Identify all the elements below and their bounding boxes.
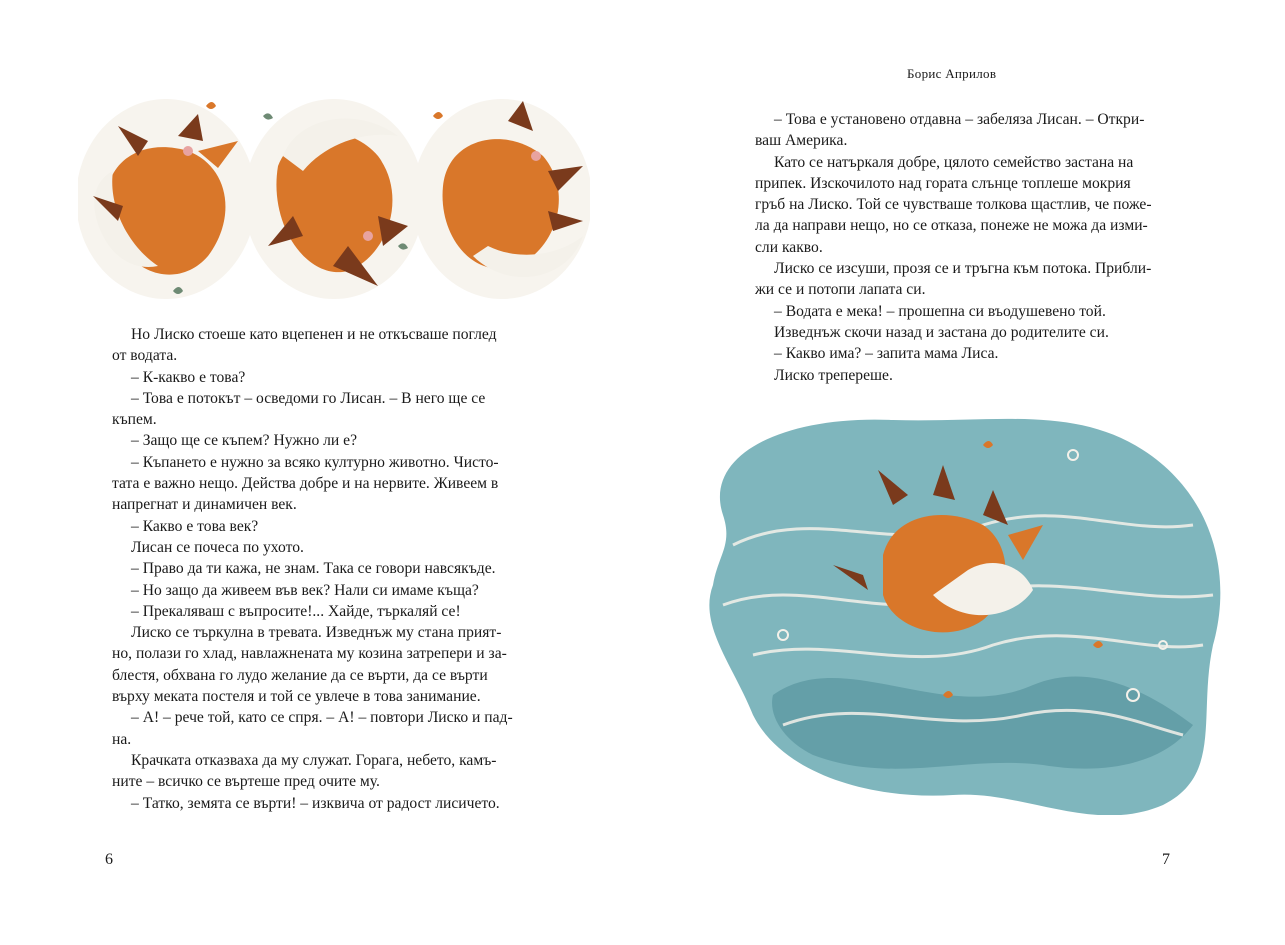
text-line: припек. Изскочилото над гората слънце топлеше мокрия — [755, 174, 1131, 192]
text-line: но, полази го хлад, навлажнената му козина затрепери и за- — [112, 645, 507, 663]
text-line: – Защо ще се къпем? Нужно ли е? — [131, 432, 358, 450]
right-page-text — [755, 109, 1171, 386]
text-line: от водата. — [112, 347, 178, 365]
text-line: Лиско трепереше. — [774, 366, 893, 384]
text-line: блестя, обхвана го лудо желание да се върти, да се върти — [112, 666, 488, 684]
text-line: ла да направи нещо, но се отказа, понеже не можа да изми- — [755, 217, 1148, 235]
text-line: – Водата е мека! – прошепна си въодушевено той. — [774, 302, 1106, 320]
text-line: Но Лиско стоеше като вцепенен и не откъсваше поглед — [131, 326, 497, 343]
page-number: 6 — [105, 851, 113, 868]
text-line: – Прекаляваш с въпросите!... Хайде, търкаляй се! — [131, 602, 461, 620]
text-line: гръб на Лиско. Той се чувстваше толкова щастлив, че поже- — [755, 196, 1152, 214]
text-line: сли какво. — [755, 238, 823, 256]
text-line: – К-какво е това? — [131, 368, 246, 386]
text-line: – А! – рече той, като се спря. – А! – повтори Лиско и пад- — [131, 709, 513, 727]
text-line: Лиско се търкулна в тревата. Изведнъж му стана прият- — [131, 624, 502, 642]
text-line: напрегнат и динамичен век. — [112, 496, 297, 514]
text-line: – Какво е това век? — [131, 517, 259, 535]
page-number: 7 — [1162, 851, 1170, 868]
text-line: – Това е потокът – осведоми го Лисан. – В него ще се — [131, 389, 486, 407]
text-line: тата е важно нещо. Действа добре и на нервите. Живеем в — [112, 475, 499, 493]
left-page — [0, 0, 642, 945]
text-line: на. — [112, 730, 132, 748]
running-head-author: Борис Априлов — [907, 66, 997, 81]
text-line: жи се и потопи лапата си. — [755, 281, 926, 299]
right-page — [643, 0, 1285, 945]
fox-in-stream-illustration — [693, 395, 1233, 815]
left-page-text — [112, 324, 548, 814]
text-line: ните – всичко се въртеше пред очите му. — [112, 773, 380, 791]
text-line: – Право да ти кажа, не знам. Така се говори навсякъде. — [131, 560, 496, 578]
text-line: къпем. — [112, 411, 157, 429]
fox-rolling-illustration — [78, 96, 590, 302]
text-line: – Това е установено отдавна – забеляза Лисан. – Откри- — [774, 111, 1145, 128]
text-line: Крачката отказваха да му служат. Горага, небето, камъ- — [131, 751, 497, 769]
text-line: Изведнъж скочи назад и застана до родителите си. — [774, 323, 1109, 341]
text-line: – Татко, земята се върти! – изквича от радост лисичето. — [131, 794, 500, 812]
text-line: – Къпането е нужно за всяко културно животно. Чисто- — [131, 453, 499, 471]
text-line: Лиско се изсуши, прозя се и тръгна към потока. Прибли- — [774, 260, 1152, 278]
text-line: ваш Америка. — [755, 132, 848, 150]
text-line: върху меката постеля и той се увлече в това занимание. — [112, 688, 481, 706]
text-line: – Но защо да живеем във век? Нали си имаме къща? — [131, 581, 479, 599]
text-line: Лисан се почеса по ухото. — [131, 538, 304, 556]
text-line: – Какво има? – запита мама Лиса. — [774, 345, 999, 363]
text-line: Като се натъркаля добре, цялото семейство застана на — [774, 153, 1134, 171]
